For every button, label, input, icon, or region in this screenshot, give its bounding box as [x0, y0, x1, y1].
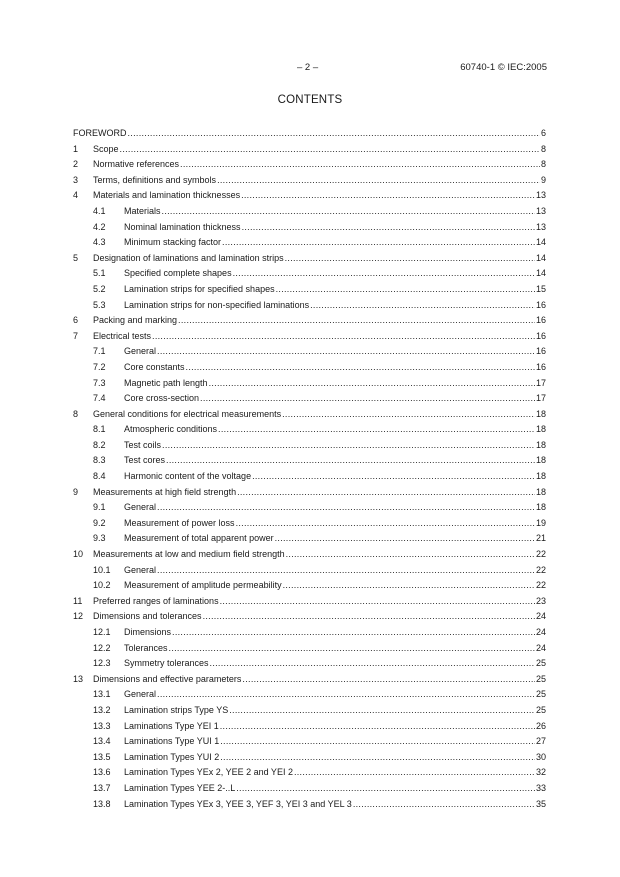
toc-entry-page: 14: [535, 268, 546, 279]
toc-entry-title: General: [124, 564, 157, 575]
toc-dot-leader: [241, 188, 535, 204]
toc-dot-leader: [220, 594, 535, 610]
toc-entry[interactable]: [73, 376, 546, 392]
toc-entry-title: Lamination Types YEx 2, YEE 2 and YEI 2: [124, 767, 293, 778]
toc-entry-page: 26: [535, 720, 546, 731]
toc-entry-number: 13.4: [93, 736, 111, 747]
toc-entry-title: Packing and marking: [93, 315, 178, 326]
toc-entry[interactable]: [73, 594, 546, 610]
toc-entry-title: Laminations Type YEI 1: [124, 720, 219, 731]
toc-entry-number: 4.1: [93, 205, 106, 216]
toc-entry[interactable]: [73, 204, 546, 220]
toc-entry-number: 9.1: [93, 502, 106, 513]
toc-entry-page: 18: [535, 502, 546, 513]
toc-entry-page: 24: [535, 627, 546, 637]
toc-entry-page: 13: [535, 190, 546, 201]
toc-entry-number: 4: [73, 190, 79, 201]
toc-entry[interactable]: [73, 282, 546, 298]
toc-entry-title: Specified complete shapes: [124, 268, 232, 279]
toc-entry[interactable]: [73, 516, 546, 532]
page-header: [0, 62, 620, 76]
toc-entry[interactable]: [73, 235, 546, 251]
toc-dot-leader: [169, 641, 535, 657]
toc-entry-title: Measurement of power loss: [124, 517, 235, 528]
toc-entry-page: 21: [535, 533, 546, 544]
toc-dot-leader: [218, 422, 535, 438]
toc-entry-number: 7.1: [93, 346, 106, 357]
toc-dot-leader: [275, 531, 535, 547]
toc-entry-title: Lamination Types YEE 2-..L: [124, 782, 236, 793]
toc-entry[interactable]: [73, 547, 546, 563]
toc-entry-title: FOREWORD: [73, 128, 127, 138]
toc-entry[interactable]: [73, 453, 546, 469]
toc-entry[interactable]: [73, 734, 546, 750]
toc-entry-number: 4.3: [93, 237, 106, 248]
toc-dot-leader: [180, 157, 540, 173]
toc-entry-number: 10.2: [93, 580, 111, 591]
toc-entry-page: 18: [535, 439, 546, 450]
toc-entry-number: 13.2: [93, 704, 111, 715]
toc-dot-leader: [252, 469, 535, 485]
toc-dot-leader: [203, 609, 535, 625]
toc-entry-number: 7: [73, 330, 79, 341]
toc-entry-page: 18: [535, 408, 546, 419]
toc-entry-number: 8.2: [93, 439, 106, 450]
toc-entry-title: Terms, definitions and symbols: [93, 174, 217, 185]
toc-entry-title: Dimensions and tolerances: [93, 611, 202, 622]
toc-entry-number: 11: [73, 595, 83, 606]
toc-dot-leader: [217, 173, 540, 189]
toc-entry[interactable]: [73, 672, 546, 688]
toc-entry[interactable]: [73, 220, 546, 236]
table-of-contents: [73, 126, 546, 812]
toc-entry-page: 8: [540, 143, 546, 154]
toc-entry-number: 5.1: [93, 268, 106, 279]
toc-dot-leader: [209, 376, 535, 392]
toc-entry-title: Lamination strips for non-specified laminations: [124, 299, 310, 310]
toc-entry-number: 5: [73, 252, 79, 263]
toc-entry-title: Dimensions and effective parameters: [93, 673, 242, 684]
toc-entry[interactable]: [73, 251, 546, 267]
toc-entry-number: 12: [73, 611, 84, 622]
toc-entry-number: 6: [73, 315, 79, 326]
toc-entry[interactable]: [73, 641, 546, 657]
toc-entry-number: 8.1: [93, 424, 106, 435]
toc-entry-title: General conditions for electrical measurements: [93, 408, 282, 419]
toc-entry-page: 13: [535, 221, 546, 232]
toc-entry-number: 4.2: [93, 221, 106, 232]
toc-entry-page: 25: [535, 704, 546, 715]
toc-entry-title: Symmetry tolerances: [124, 658, 209, 669]
toc-dot-leader: [286, 547, 535, 563]
toc-entry-number: 8.4: [93, 471, 106, 482]
toc-dot-leader: [285, 251, 535, 267]
toc-dot-leader: [178, 313, 535, 329]
toc-entry-title: Nominal lamination thickness: [124, 221, 241, 232]
toc-entry-title: General: [124, 689, 157, 700]
toc-entry-number: 9: [73, 486, 79, 497]
toc-entry[interactable]: [73, 750, 546, 766]
toc-entry-page: 13: [535, 205, 546, 216]
toc-entry-title: Test coils: [124, 439, 162, 450]
toc-entry[interactable]: [73, 703, 546, 719]
toc-entry[interactable]: [73, 797, 546, 813]
toc-entry-number: 13: [73, 673, 84, 684]
toc-entry-number: 12.3: [93, 658, 111, 669]
toc-entry[interactable]: [73, 625, 546, 641]
toc-entry-title: Tolerances: [124, 642, 168, 653]
toc-entry[interactable]: [73, 329, 546, 345]
toc-dot-leader: [162, 438, 535, 454]
toc-dot-leader: [276, 282, 535, 298]
toc-entry-page: 17: [535, 393, 546, 404]
toc-dot-leader: [282, 407, 535, 423]
toc-dot-leader: [157, 500, 535, 516]
toc-dot-leader: [233, 266, 535, 282]
toc-entry[interactable]: [73, 142, 546, 158]
document-reference: 60740-1 © IEC:2005: [460, 62, 547, 73]
toc-entry-page: 9: [540, 174, 546, 185]
toc-entry-title: Measurement of total apparent power: [124, 533, 274, 544]
toc-dot-leader: [283, 578, 535, 594]
toc-entry-title: Normative references: [93, 159, 180, 170]
toc-entry-title: Electrical tests: [93, 330, 152, 341]
toc-entry-page: 27: [535, 736, 546, 747]
toc-entry[interactable]: [73, 360, 546, 376]
toc-entry-page: 16: [535, 346, 546, 357]
toc-entry-number: 9.3: [93, 533, 106, 544]
toc-dot-leader: [310, 298, 535, 314]
toc-entry-title: Measurements at high field strength: [93, 486, 237, 497]
toc-entry-number: 12.1: [93, 627, 111, 637]
toc-entry-title: Core constants: [124, 361, 185, 372]
toc-entry[interactable]: [73, 687, 546, 703]
toc-entry[interactable]: [73, 656, 546, 672]
toc-dot-leader: [157, 563, 535, 579]
toc-entry-title: Dimensions: [124, 627, 172, 637]
toc-dot-leader: [236, 781, 535, 797]
toc-entry-page: 22: [535, 564, 546, 575]
toc-entry-title: Materials and lamination thicknesses: [93, 190, 241, 201]
toc-entry-title: Core cross-section: [124, 393, 200, 404]
contents-title: CONTENTS: [277, 94, 343, 106]
toc-entry-title: Designation of laminations and lamination strips: [93, 252, 284, 263]
toc-entry[interactable]: [73, 313, 546, 329]
toc-dot-leader: [166, 453, 535, 469]
toc-entry-page: 16: [535, 299, 546, 310]
toc-entry-title: Scope: [93, 143, 119, 154]
toc-entry-page: 24: [535, 642, 546, 653]
toc-entry-number: 1: [73, 143, 79, 154]
toc-entry-page: 16: [535, 330, 546, 341]
toc-entry[interactable]: [73, 609, 546, 625]
toc-entry-title: Harmonic content of the voltage: [124, 471, 252, 482]
toc-entry-page: 18: [535, 486, 546, 497]
toc-dot-leader: [236, 516, 535, 532]
toc-dot-leader: [242, 672, 535, 688]
toc-entry[interactable]: [73, 719, 546, 735]
toc-entry-number: 12.2: [93, 642, 111, 653]
toc-dot-leader: [220, 750, 535, 766]
toc-dot-leader: [229, 703, 535, 719]
toc-entry-page: 18: [535, 471, 546, 482]
toc-entry[interactable]: [73, 188, 546, 204]
toc-entry-number: 5.2: [93, 283, 106, 294]
toc-dot-leader: [294, 765, 535, 781]
toc-entry-page: 22: [535, 580, 546, 591]
toc-entry-page: 15: [535, 283, 546, 294]
toc-entry-number: 13.8: [93, 798, 111, 809]
toc-dot-leader: [120, 142, 540, 158]
toc-dot-leader: [200, 391, 535, 407]
toc-dot-leader: [353, 797, 535, 813]
toc-entry-title: Measurement of amplitude permeability: [124, 580, 282, 591]
toc-entry-number: 7.2: [93, 361, 106, 372]
toc-entry-number: 13.7: [93, 782, 111, 793]
toc-entry-number: 13.3: [93, 720, 111, 731]
page-number: – 2 –: [297, 62, 319, 73]
toc-entry-page: 14: [535, 237, 546, 248]
toc-entry-page: 17: [535, 377, 546, 388]
toc-entry-page: 25: [535, 689, 546, 700]
toc-entry-number: 5.3: [93, 299, 106, 310]
toc-entry[interactable]: [73, 531, 546, 547]
toc-dot-leader: [162, 204, 535, 220]
toc-entry-title: Atmospheric conditions: [124, 424, 218, 435]
toc-entry[interactable]: [73, 563, 546, 579]
toc-entry-page: 18: [535, 455, 546, 466]
toc-entry-page: 25: [535, 658, 546, 669]
toc-dot-leader: [220, 734, 535, 750]
toc-entry[interactable]: [73, 578, 546, 594]
toc-entry-page: 16: [535, 361, 546, 372]
toc-entry-title: Lamination Types YEx 3, YEE 3, YEF 3, YEI 3 and YEL 3: [124, 798, 352, 809]
toc-entry-title: General: [124, 502, 157, 513]
toc-entry-page: 6: [540, 128, 546, 138]
toc-entry[interactable]: [73, 485, 546, 501]
toc-entry-page: 22: [535, 549, 546, 560]
toc-entry[interactable]: [73, 407, 546, 423]
toc-entry-page: 24: [535, 611, 546, 622]
toc-entry-number: 7.3: [93, 377, 106, 388]
toc-entry-number: 3: [73, 174, 79, 185]
toc-entry[interactable]: [73, 344, 546, 360]
toc-entry[interactable]: [73, 422, 546, 438]
toc-entry-page: 19: [535, 517, 546, 528]
toc-entry-page: 8: [540, 159, 546, 170]
toc-entry-number: 10: [73, 549, 84, 560]
toc-entry[interactable]: [73, 126, 546, 142]
toc-entry-page: 30: [535, 751, 546, 762]
toc-entry-number: 2: [73, 159, 79, 170]
toc-entry[interactable]: [73, 173, 546, 189]
toc-entry[interactable]: [73, 298, 546, 314]
toc-entry-title: Measurements at low and medium field strength: [93, 549, 285, 560]
toc-entry[interactable]: [73, 765, 546, 781]
toc-entry-page: 33: [535, 782, 546, 793]
toc-entry[interactable]: [73, 157, 546, 173]
toc-entry-title: Materials: [124, 205, 161, 216]
toc-entry-number: 8.3: [93, 455, 106, 466]
toc-entry-number: 13.5: [93, 751, 111, 762]
toc-entry[interactable]: [73, 500, 546, 516]
toc-dot-leader: [242, 220, 535, 236]
toc-dot-leader: [210, 656, 535, 672]
toc-entry-title: Test cores: [124, 455, 166, 466]
toc-entry-page: 16: [535, 315, 546, 326]
toc-dot-leader: [222, 235, 535, 251]
toc-entry-title: Magnetic path length: [124, 377, 208, 388]
toc-dot-leader: [157, 687, 535, 703]
toc-entry-number: 13.6: [93, 767, 111, 778]
toc-entry[interactable]: [73, 469, 546, 485]
toc-entry-page: 18: [535, 424, 546, 435]
toc-entry-page: 32: [535, 767, 546, 778]
toc-dot-leader: [157, 344, 535, 360]
toc-dot-leader: [237, 485, 535, 501]
toc-entry-title: Preferred ranges of laminations: [93, 595, 219, 606]
toc-entry-number: 7.4: [93, 393, 106, 404]
toc-entry-title: Lamination strips Type YS: [124, 704, 229, 715]
toc-entry[interactable]: [73, 781, 546, 797]
toc-entry-number: 10.1: [93, 564, 111, 575]
toc-entry-title: Minimum stacking factor: [124, 237, 222, 248]
toc-entry-page: 23: [535, 595, 546, 606]
toc-entry-number: 13.1: [93, 689, 111, 700]
toc-entry-page: 14: [535, 252, 546, 263]
toc-entry-title: Laminations Type YUI 1: [124, 736, 220, 747]
toc-entry-page: 25: [535, 673, 546, 684]
toc-entry-title: Lamination strips for specified shapes: [124, 283, 275, 294]
toc-dot-leader: [186, 360, 535, 376]
toc-entry-number: 9.2: [93, 517, 106, 528]
toc-entry-title: General: [124, 346, 157, 357]
toc-entry[interactable]: [73, 391, 546, 407]
toc-dot-leader: [220, 719, 535, 735]
toc-dot-leader: [172, 625, 535, 641]
toc-entry-page: 35: [535, 798, 546, 809]
toc-entry-title: Lamination Types YUI 2: [124, 751, 220, 762]
toc-dot-leader: [152, 329, 535, 345]
toc-entry[interactable]: [73, 438, 546, 454]
toc-dot-leader: [128, 126, 540, 142]
toc-entry[interactable]: [73, 266, 546, 282]
toc-entry-number: 8: [73, 408, 79, 419]
